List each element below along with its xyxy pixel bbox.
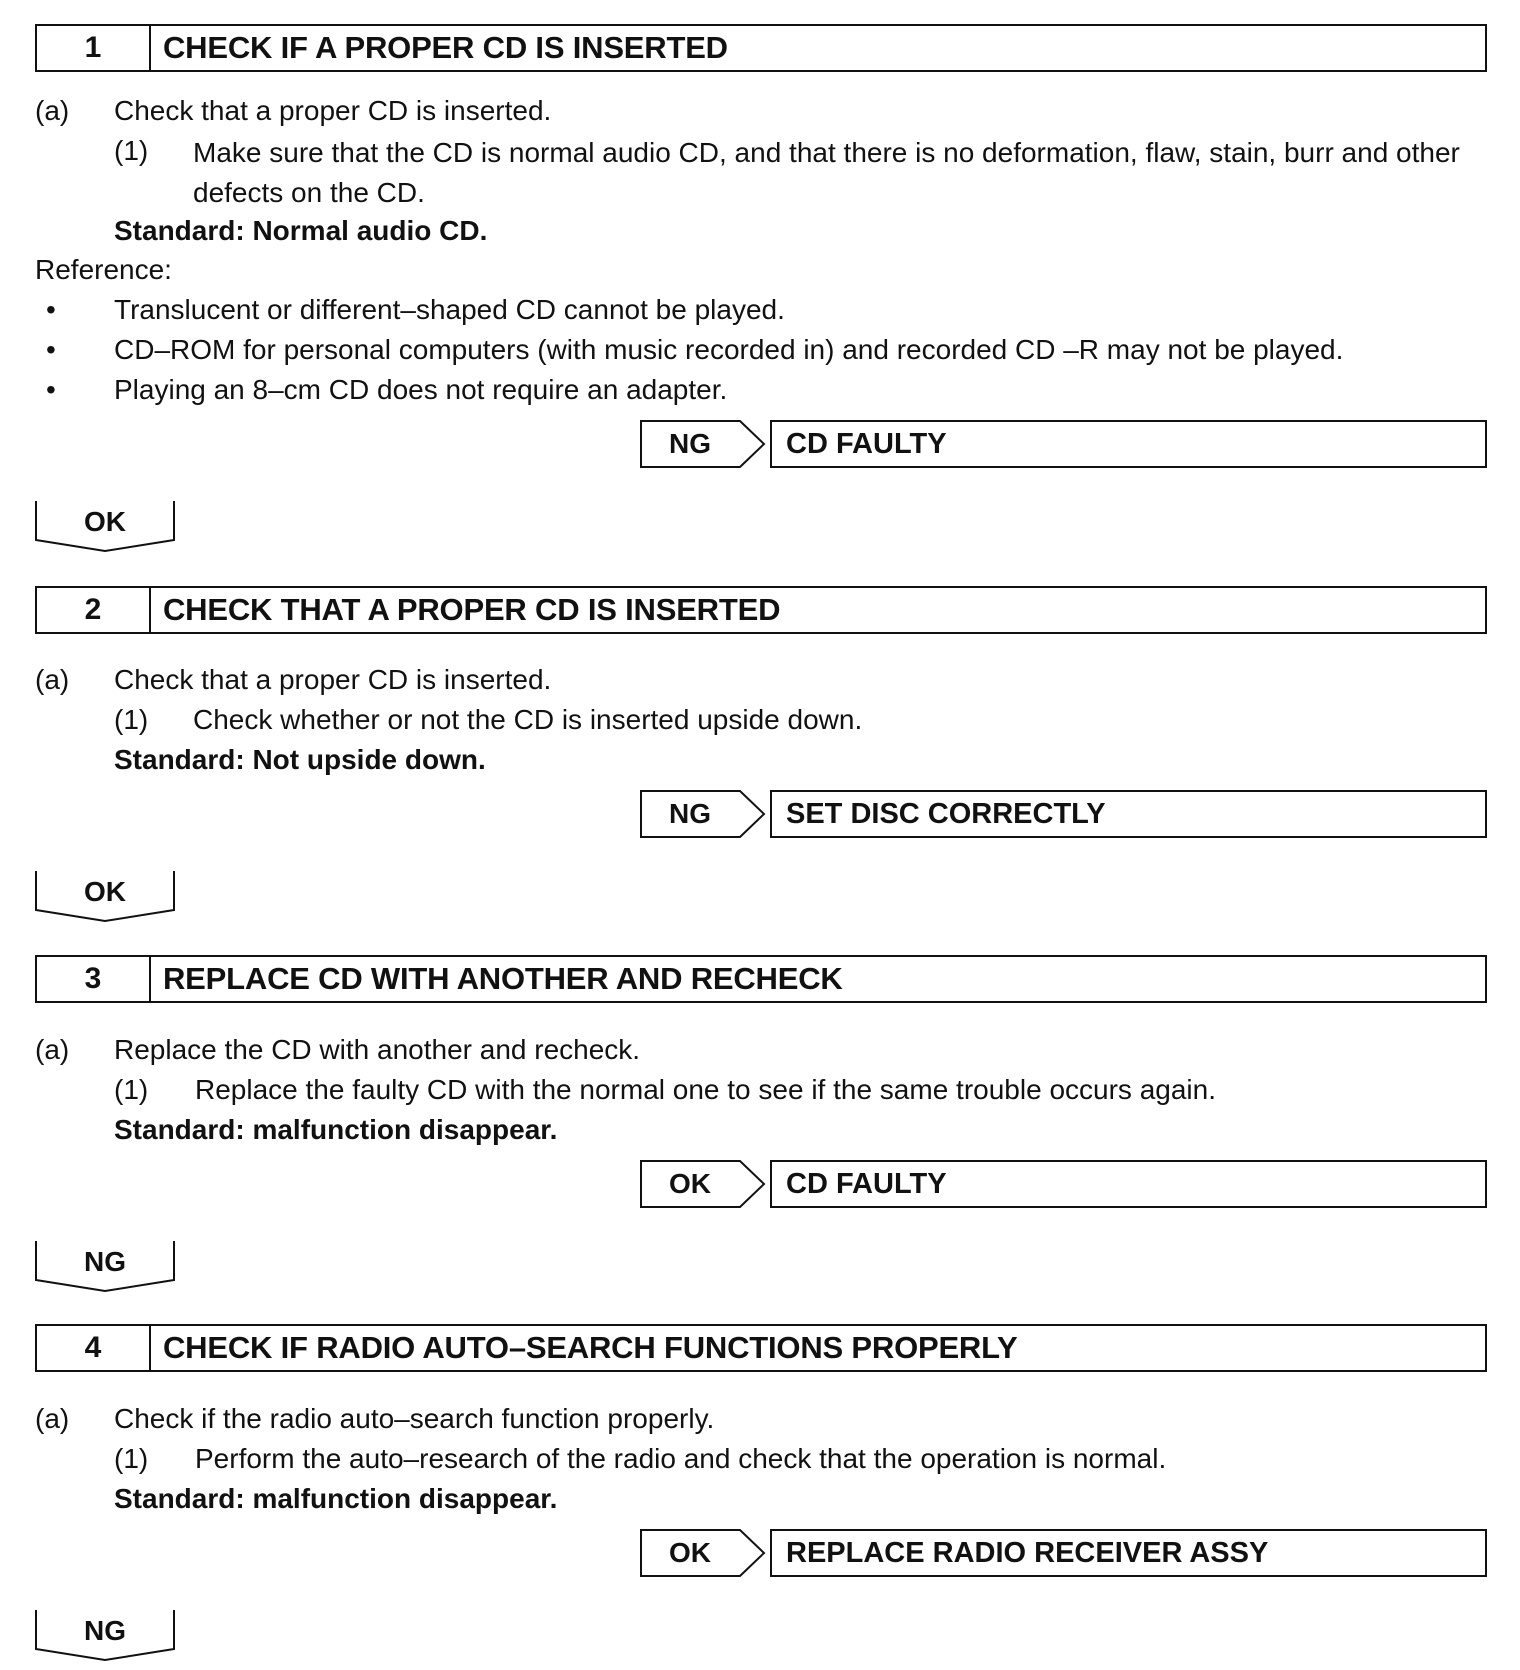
step-title: CHECK IF RADIO AUTO–SEARCH FUNCTIONS PROPERLY — [163, 1330, 1018, 1365]
bullet: • — [46, 374, 56, 405]
standard-text: Standard: malfunction disappear. — [114, 1483, 558, 1514]
result-branch — [640, 420, 1487, 468]
standard-text: Standard: malfunction disappear. — [114, 1114, 558, 1145]
flow-connector — [35, 1240, 175, 1292]
result-action: CD FAULTY — [786, 427, 947, 460]
result-tag: OK — [669, 1168, 711, 1199]
sub-item-text: Check whether or not the CD is inserted upside down. — [193, 704, 863, 735]
step-title: REPLACE CD WITH ANOTHER AND RECHECK — [163, 961, 843, 996]
reference-label: Reference: — [35, 254, 172, 285]
step-number: 3 — [37, 957, 151, 1001]
step-1-header — [35, 24, 1487, 72]
bullet: • — [46, 294, 56, 325]
step-title: CHECK IF A PROPER CD IS INSERTED — [163, 30, 728, 65]
flow-connector — [35, 1609, 175, 1661]
item-a-label: (a) — [35, 664, 70, 695]
item-a-text: Check that a proper CD is inserted. — [114, 664, 552, 695]
bullet: • — [46, 334, 56, 365]
flow-label: OK — [84, 876, 126, 907]
reference-item: CD–ROM for personal computers (with music recorded in) and recorded CD –R may not be played. — [114, 334, 1344, 365]
result-branch — [640, 790, 1487, 838]
flow-label: NG — [84, 1246, 126, 1277]
standard-text: Standard: Not upside down. — [114, 744, 486, 775]
flow-connector — [35, 500, 175, 552]
step-title: CHECK THAT A PROPER CD IS INSERTED — [163, 592, 781, 627]
step-number: 1 — [37, 26, 151, 70]
result-branch — [640, 1529, 1487, 1577]
sub-item-label: (1) — [114, 704, 149, 735]
result-action: REPLACE RADIO RECEIVER ASSY — [786, 1536, 1269, 1569]
sub-item-label: (1) — [114, 135, 149, 166]
result-box-outline — [640, 420, 1487, 468]
result-tag: OK — [669, 1537, 711, 1568]
flow-label: NG — [84, 1615, 126, 1646]
sub-item-label: (1) — [114, 1074, 149, 1105]
result-tag: NG — [669, 428, 711, 459]
reference-item: Translucent or different–shaped CD cannot be played. — [114, 294, 785, 325]
step-4-header — [35, 1324, 1487, 1372]
item-a-text: Check if the radio auto–search function properly. — [114, 1403, 715, 1434]
item-a-label: (a) — [35, 95, 70, 126]
standard-text: Standard: Normal audio CD. — [114, 215, 488, 246]
item-a-text: Replace the CD with another and recheck. — [114, 1034, 641, 1065]
flow-label: OK — [84, 506, 126, 537]
result-tag: NG — [669, 798, 711, 829]
flow-connector — [35, 870, 175, 922]
result-branch — [640, 1160, 1487, 1208]
step-number: 2 — [37, 588, 151, 632]
sub-item-text: Make sure that the CD is normal audio CD, and that there is no deformation, flaw, stain, burr and other defects on the CD. — [193, 137, 1460, 208]
step-number: 4 — [37, 1326, 151, 1370]
item-a-label: (a) — [35, 1034, 70, 1065]
item-a-label: (a) — [35, 1403, 70, 1434]
result-action: CD FAULTY — [786, 1167, 947, 1200]
result-box-outline — [640, 1160, 1487, 1208]
item-a-text: Check that a proper CD is inserted. — [114, 95, 552, 126]
sub-item-text: Replace the faulty CD with the normal one to see if the same trouble occurs again. — [195, 1074, 1216, 1105]
step-2-header — [35, 586, 1487, 634]
result-action: SET DISC CORRECTLY — [786, 797, 1106, 830]
sub-item-label: (1) — [114, 1443, 149, 1474]
step-3-header — [35, 955, 1487, 1003]
reference-item: Playing an 8–cm CD does not require an adapter. — [114, 374, 728, 405]
sub-item-text: Perform the auto–research of the radio and check that the operation is normal. — [195, 1443, 1167, 1474]
